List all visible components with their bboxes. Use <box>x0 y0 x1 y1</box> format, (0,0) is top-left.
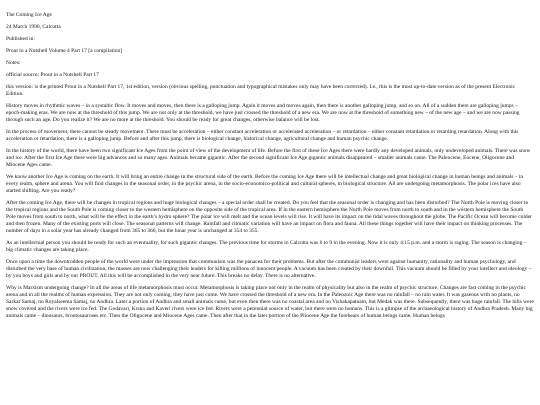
version-note: this version: is the printed Prout in a Nutshell Part 17, 1st edition, version (obvious spelling, punctuation and typographical mistakes only may have been corrected). I.e., this is the most up-to-date version as of the present Electronic Edition. <box>6 84 516 97</box>
document-date-place: 24 March 1990, Calcutta <box>6 24 61 30</box>
document-title: The Coming Ice Age <box>6 12 52 18</box>
paragraph-6: As an intellectual person you should be ready for such an eventuality, for such gigantic changes. The previous time for storms in Calcutta was 6 to 9 in the evening. Now it is only 4:15 p.m. and a storm is raging. The season is changing – big climatic changes are taking place. <box>6 240 527 253</box>
paragraph-8: Why is Marxism undergoing change? In all the areas of life metamorphosis must occur. Metamorphosis is taking place not only in the realm of physicality but also in the realm of psychic structure. Changes are fast coming in the psychic arena and in all the realms of human expression. They are not only coming, they have just come. We have crossed the threshold of a new era. In the Paleozoic Age there was no rainfall – no rain water. It was gaseous with no plants, no Sarkar Samaj, no Royalseema Samaj, no Andhra. Later a portion of Andhra and small animals came, but even then there was no coastal area and no Vishakapatnam, but Medak was there. Subsequently, there was huge rainfall. The hills were snow covered and the rivers were ice fed. The Godavari, Krsna and Kaveri rivers were ice fed. Rivers were a perennial source of water, but there were no humans. This is a glimpse of the archaeological history of Andhra Pradesh. Many big animals came – dinosaurs, brontosauruses etc. Then the Oligocene and Miocene Ages came. Then after that in the later portion of the Pliocene Age the forebears of human beings came. Human beings <box>6 285 534 319</box>
paragraph-3: In the history of the world, there have been two significant Ice Ages from the point of view of the development of life. Before the first of these Ice Ages there were hardly any developed animals, only undeveloped animals. There was snow and ice. After the first Ice Age there were big advances and so many ages. Animals became gigantic. After the second significant Ice Age gigantic animals disappeared – smaller animals came. The Paleocene, Eocene, Oligocene and Miocene Ages came. <box>6 148 531 168</box>
published-in: Prout in a Nutshell Volume 4 Part 17 [a compilation] <box>6 48 123 54</box>
published-label: Published in: <box>6 36 35 42</box>
official-source: official source: Prout in a Nutshell Part 17 <box>6 72 99 78</box>
paragraph-5: After the coming Ice Age, there will be changes in tropical regions and huge biological changes – a special order shall be created. Do you feel that the seasonal order is changing and has been disturbed? The North Pole is moving closer to the tropical regions and the South Pole is coming closer to the western hemisphere on the opposite side of the tropical area. If in the eastern hemisphere the North Pole moves from north to south and in the western hemisphere the South Pole moves from south to north, what will be the effect in the earth’s hydro sphere? The polar ice will melt and the ocean levels will rise. It will have its impact on the tidal waves throughout the globe. The Pacific Ocean will become colder and then frozen. Many of the existing ports will close. The seasonal patterns will change. Rainfall and climatic variation will have an impact on flora and fauna. All these things together will have their impact on thinking processes. The number of days in a solar year has already changed from 365 to 366, but the lunar year is unchanged at 354 to 355. <box>6 200 532 234</box>
paragraph-1: History moves in rhythmic waves – in a systaltic flow. It moves and moves, then there is a galloping jump. Again it moves and moves again, then there is another galloping jump, and so on. All of a sudden there are galloping jumps – epoch-making eras. We are now at the threshold of this jump. We are not only at the threshold, we have just crossed the threshold of a new era. We are now at the threshold of something new – of the new age – and we are now passing through such an age. Do you realize it? We are no more at the threshold. You should be ready for great changes, otherwise balance will be lost. <box>6 103 520 123</box>
paragraph-4: We know another Ice Age is coming on the earth. It will bring an entire change in the structural side of the earth. Before the coming Ice Age there will be intellectual change and great biological change in human beings and animals – in every realm, sphere and arena. You will find changes in the seasonal order, in the psychic arena, in the socio-economico-political and cultural spheres, in biological structure. All are undergoing metamorphosis. The polar ices have also started shifting. Are you ready? <box>6 174 524 194</box>
paragraph-7: Once upon a time the downtrodden people of the world were under the impression that communism was the panacea for their problems. But after the communist leaders were against humanity, rationality and human psychology, and disturbed the very base of human civilization, the masses are now challenging their leaders for killing millions of innocent people. A vacuum has been created by their downfall. This vacuum should be filled by your intellect and ideology – by you boys and girls and by our PROUT. All this will be accomplished in the very near future. This breaks no delay. There is no alternative. <box>6 259 532 279</box>
paragraph-2: In the process of movement, there cannot be steady movement. There must be acceleration – either constant acceleration or accelerated acceleration – or retardation – either constant retardation or retarding retardation. Along with this acceleration or retardation, there is a galloping jump. Before and after this jump, there is biological change, historical change, agricultural change and human psychic change. <box>6 129 519 142</box>
notes-label: Notes: <box>6 60 21 66</box>
